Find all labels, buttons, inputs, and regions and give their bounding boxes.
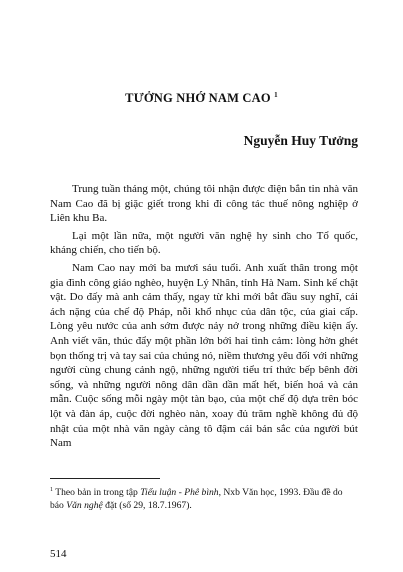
- paragraph: Trung tuần tháng một, chúng tôi nhận được điện bắn tin nhà văn Nam Cao đã bị giặc giết trong khi đi công tác thuế nông nghiệp ở Liên khu Ba.: [50, 183, 358, 225]
- footnote-text-before: Theo bản in trong tập: [55, 487, 141, 499]
- footnote-divider: [50, 478, 160, 479]
- footnote-book-title: Tiểu luận - Phê bình: [140, 487, 219, 499]
- article-title: [0, 91, 403, 106]
- paragraph: Lại một lần nữa, một người văn nghệ hy sinh cho Tổ quốc, kháng chiến, cho tiến bộ.: [50, 229, 358, 257]
- footnote-text-after: đặt (số 29, 18.7.1967).: [102, 499, 192, 511]
- footnote-marker: 1: [274, 91, 278, 99]
- footnote: [50, 484, 358, 512]
- footnote-text-mid: , Nxb Văn học, 1993. Đầu đề do báo: [50, 487, 343, 511]
- author-name: Nguyễn Huy Tưởng: [243, 133, 358, 148]
- article-title-text: TƯỞNG NHỚ NAM CAO: [125, 91, 271, 106]
- footnote-number: 1: [50, 487, 53, 493]
- paragraph: Nam Cao nay mới ba mươi sáu tuổi. Anh xuất thân trong một gia đình công giáo nghèo, huyện Lý Nhân, tỉnh Hà Nam. Sinh kế chật vật. Do đấy mà anh cảm thấy, ngay từ khi mới bắt đầu suy nghĩ, cái ách nặng của chế độ Pháp, nỗi khổ nhục của dân tộc, của giai cấp. Lòng yêu nước của anh sớm được nảy nở trong những điều kiện ấy. Anh viết văn, thúc đẩy một phần lớn bởi hai tình cảm: lòng hờn ghét bọn thống trị và tay sai của chúng nó, niềm thương yêu đối với những người cùng chung cảnh ngộ, những người tiểu trí thức bếp bênh đời sống, và những người nông dân dần dần mất hết, biến hoá và cản mẫn. Cuộc sống mỗi ngày một tàn bạo, của một chế độ dựa trên bóc lột và đàn áp, cuộc đời nghèo nàn, xoay đủ trăm nghề không đủ độ nhật của một nhà văn ngày càng tô đậm cái bản sắc của người bút Nam: [50, 261, 358, 450]
- page-number: 514: [50, 548, 67, 560]
- article-body: [50, 182, 358, 454]
- footnote-newspaper: Văn nghệ: [66, 499, 103, 511]
